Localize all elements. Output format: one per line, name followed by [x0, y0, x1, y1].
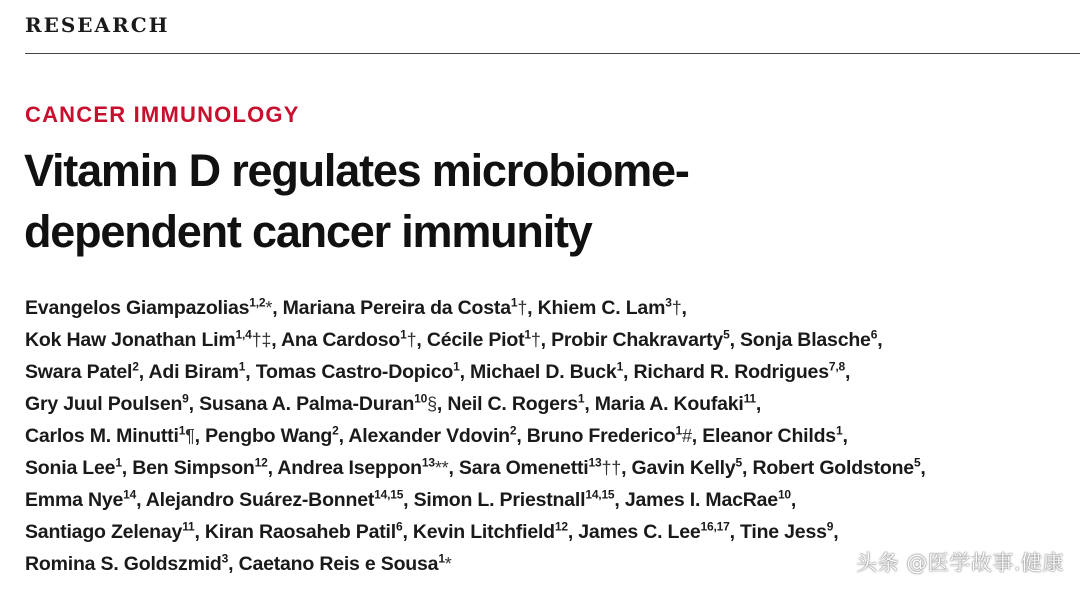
affiliation-superscript: 2 — [509, 423, 517, 438]
author-name: Tine Jess — [740, 521, 827, 543]
author-line — [25, 388, 1055, 420]
author-entry — [632, 457, 753, 479]
author-entry — [25, 393, 199, 415]
affiliation-superscript: 10 — [414, 391, 428, 406]
author-entry — [414, 489, 625, 511]
author-entry — [470, 361, 633, 383]
separator: , — [681, 297, 687, 319]
author-line — [25, 452, 1055, 484]
author-line — [25, 516, 1055, 548]
separator: , — [403, 489, 414, 511]
separator: , — [271, 329, 281, 351]
separator: , — [920, 457, 926, 479]
author-name: Romina S. Goldszmid — [25, 553, 222, 575]
separator: , — [540, 329, 552, 351]
author-footnote-mark: † — [406, 330, 417, 350]
author-name: Susana A. Palma-Duran — [199, 393, 415, 415]
author-entry — [740, 521, 838, 543]
author-footnote-mark: †‡ — [251, 330, 272, 350]
journal-section-header: RESEARCH — [25, 13, 170, 37]
author-name: James C. Lee — [578, 521, 701, 543]
affiliation-superscript: 9 — [182, 391, 189, 406]
author-footnote-mark: § — [427, 394, 437, 414]
affiliation-superscript: 2 — [332, 423, 339, 438]
affiliation-superscript: 1,2 — [249, 295, 266, 310]
author-entry — [148, 361, 255, 383]
author-name: James I. MacRae — [624, 489, 778, 511]
author-entry — [256, 361, 470, 383]
separator: , — [567, 521, 579, 543]
affiliation-superscript: 1 — [115, 455, 122, 470]
author-entry — [348, 425, 526, 447]
affiliation-superscript: 12 — [554, 519, 568, 534]
separator: , — [272, 297, 283, 319]
author-entry — [578, 521, 740, 543]
author-line — [25, 356, 1055, 388]
author-name: Sonia Lee — [25, 457, 116, 479]
separator: , — [121, 457, 133, 479]
author-footnote-mark: # — [681, 426, 692, 446]
affiliation-superscript: 1 — [835, 423, 843, 438]
article-title: Vitamin D regulates microbiome-dependent cancer immunity — [24, 145, 689, 257]
separator: , — [416, 329, 427, 351]
separator: , — [729, 329, 740, 351]
affiliation-superscript: 7,8 — [828, 359, 845, 374]
separator: , — [228, 553, 239, 575]
separator: , — [842, 425, 848, 447]
separator: , — [691, 425, 703, 447]
affiliation-superscript: 6 — [395, 519, 403, 534]
author-name: Eleanor Childs — [702, 425, 836, 447]
author-entry — [752, 457, 925, 479]
author-entry — [595, 393, 761, 415]
affiliation-superscript: 14,15 — [374, 487, 404, 502]
separator: , — [742, 457, 753, 479]
separator: , — [729, 521, 741, 543]
separator: , — [621, 457, 632, 479]
author-entry — [132, 457, 277, 479]
author-name: Ana Cardoso — [280, 329, 401, 351]
author-entry — [25, 361, 148, 383]
affiliation-superscript: 5 — [723, 327, 730, 342]
affiliation-superscript: 5 — [735, 455, 743, 470]
separator: , — [516, 425, 527, 447]
author-name: Richard R. Rodrigues — [633, 361, 829, 383]
affiliation-superscript: 1 — [238, 359, 246, 374]
separator: , — [448, 457, 459, 479]
separator: , — [245, 361, 256, 383]
author-name: Swara Patel — [25, 361, 133, 383]
separator: , — [194, 425, 206, 447]
author-entry — [25, 457, 132, 479]
affiliation-superscript: 11 — [743, 391, 756, 406]
author-name: Caetano Reis e Sousa — [238, 553, 439, 575]
author-name: Cécile Piot — [426, 329, 525, 351]
author-entry — [205, 425, 348, 447]
author-name: Alexander Vdovin — [348, 425, 510, 447]
author-line — [25, 292, 1055, 324]
affiliation-superscript: 5 — [913, 455, 921, 470]
author-name: Pengbo Wang — [205, 425, 333, 447]
author-entry — [205, 521, 413, 543]
affiliation-superscript: 1 — [524, 327, 531, 342]
author-entry — [25, 553, 239, 575]
author-entry — [625, 489, 796, 511]
author-name: Michael D. Buck — [470, 361, 617, 383]
affiliation-superscript: 10 — [777, 487, 791, 502]
author-name: Gry Juul Poulsen — [25, 393, 183, 415]
author-name: Mariana Pereira da Costa — [282, 297, 511, 319]
author-line — [25, 420, 1055, 452]
separator: , — [877, 329, 883, 351]
separator: , — [459, 361, 471, 383]
author-line — [25, 324, 1055, 356]
affiliation-superscript: 14,15 — [585, 487, 615, 502]
author-entry — [146, 489, 414, 511]
author-entry — [25, 297, 283, 319]
separator: , — [194, 521, 205, 543]
affiliation-superscript: 12 — [254, 455, 268, 470]
separator: , — [267, 457, 278, 479]
author-name: Kiran Raosaheb Patil — [204, 521, 396, 543]
affiliation-superscript: 6 — [870, 327, 878, 342]
author-entry — [25, 425, 205, 447]
author-footnote-mark: * — [444, 554, 452, 574]
separator: , — [755, 393, 762, 415]
author-footnote-mark: ¶ — [185, 426, 195, 446]
separator: , — [790, 489, 797, 511]
author-footnote-mark: †† — [601, 458, 622, 478]
author-list — [25, 292, 1055, 580]
affiliation-superscript: 1,4 — [235, 327, 252, 342]
author-name: Sonja Blasche — [740, 329, 871, 351]
affiliation-superscript: 13 — [588, 455, 602, 470]
author-name: Adi Biram — [148, 361, 239, 383]
author-entry — [447, 393, 594, 415]
author-name: Bruno Frederico — [526, 425, 676, 447]
header-divider — [25, 53, 1080, 54]
affiliation-superscript: 13 — [421, 455, 435, 470]
author-entry — [199, 393, 447, 415]
author-entry — [740, 329, 882, 351]
separator: , — [136, 489, 146, 511]
author-footnote-mark: † — [517, 298, 528, 318]
affiliation-superscript: 1 — [400, 327, 407, 342]
affiliation-superscript: 16,17 — [700, 519, 730, 534]
author-entry — [239, 553, 452, 575]
author-entry — [25, 521, 205, 543]
affiliation-superscript: 1 — [510, 295, 518, 310]
affiliation-superscript: 1 — [178, 423, 186, 438]
author-entry — [702, 425, 847, 447]
subject-category: CANCER IMMUNOLOGY — [25, 102, 300, 127]
author-name: Sara Omenetti — [458, 457, 589, 479]
author-entry — [459, 457, 632, 479]
author-name: Neil C. Rogers — [447, 393, 578, 415]
separator: , — [188, 393, 200, 415]
author-footnote-mark: † — [530, 330, 541, 350]
author-name: Simon L. Priestnall — [413, 489, 586, 511]
affiliation-superscript: 1 — [675, 423, 682, 438]
separator: , — [614, 489, 625, 511]
author-entry — [413, 521, 578, 543]
affiliation-superscript: 14 — [123, 487, 137, 502]
separator: , — [402, 521, 413, 543]
affiliation-superscript: 1 — [577, 391, 585, 406]
separator: , — [527, 297, 538, 319]
affiliation-superscript: 9 — [826, 519, 834, 534]
separator: , — [833, 521, 839, 543]
author-name: Evangelos Giampazolias — [25, 297, 250, 319]
author-name: Kok Haw Jonathan Lim — [25, 329, 236, 351]
affiliation-superscript: 3 — [221, 551, 229, 566]
author-name: Robert Goldstone — [752, 457, 914, 479]
author-name: Probir Chakravarty — [551, 329, 724, 351]
author-entry — [538, 297, 687, 319]
author-name: Ben Simpson — [132, 457, 255, 479]
affiliation-superscript: 1 — [616, 359, 624, 374]
separator: , — [138, 361, 149, 383]
author-entry — [633, 361, 850, 383]
author-name: Tomas Castro-Dopico — [255, 361, 454, 383]
author-footnote-mark: * — [265, 298, 273, 318]
affiliation-superscript: 3 — [665, 295, 672, 310]
author-line — [25, 484, 1055, 516]
affiliation-superscript: 1 — [453, 359, 460, 374]
author-name: Khiem C. Lam — [537, 297, 666, 319]
author-entry — [281, 329, 427, 351]
author-entry — [551, 329, 740, 351]
author-entry — [427, 329, 551, 351]
separator: , — [584, 393, 595, 415]
separator: , — [623, 361, 634, 383]
author-footnote-mark: ** — [434, 458, 449, 478]
author-name: Kevin Litchfield — [412, 521, 555, 543]
author-name: Alejandro Suárez-Bonnet — [145, 489, 375, 511]
author-name: Emma Nye — [25, 489, 124, 511]
affiliation-superscript: 1 — [438, 551, 445, 566]
author-entry — [283, 297, 538, 319]
author-name: Maria A. Koufaki — [594, 393, 744, 415]
separator: , — [844, 361, 851, 383]
author-name: Carlos M. Minutti — [25, 425, 179, 447]
author-entry — [25, 329, 281, 351]
author-entry — [277, 457, 459, 479]
author-name: Santiago Zelenay — [25, 521, 183, 543]
watermark: 头条 @医学故事.健康 — [856, 551, 1064, 575]
author-name: Andrea Iseppon — [277, 457, 422, 479]
separator: , — [338, 425, 349, 447]
author-entry — [527, 425, 702, 447]
author-entry — [25, 489, 146, 511]
author-name: Gavin Kelly — [631, 457, 736, 479]
affiliation-superscript: 11 — [182, 519, 195, 534]
separator: , — [436, 393, 448, 415]
author-footnote-mark: † — [671, 298, 682, 318]
affiliation-superscript: 2 — [132, 359, 139, 374]
